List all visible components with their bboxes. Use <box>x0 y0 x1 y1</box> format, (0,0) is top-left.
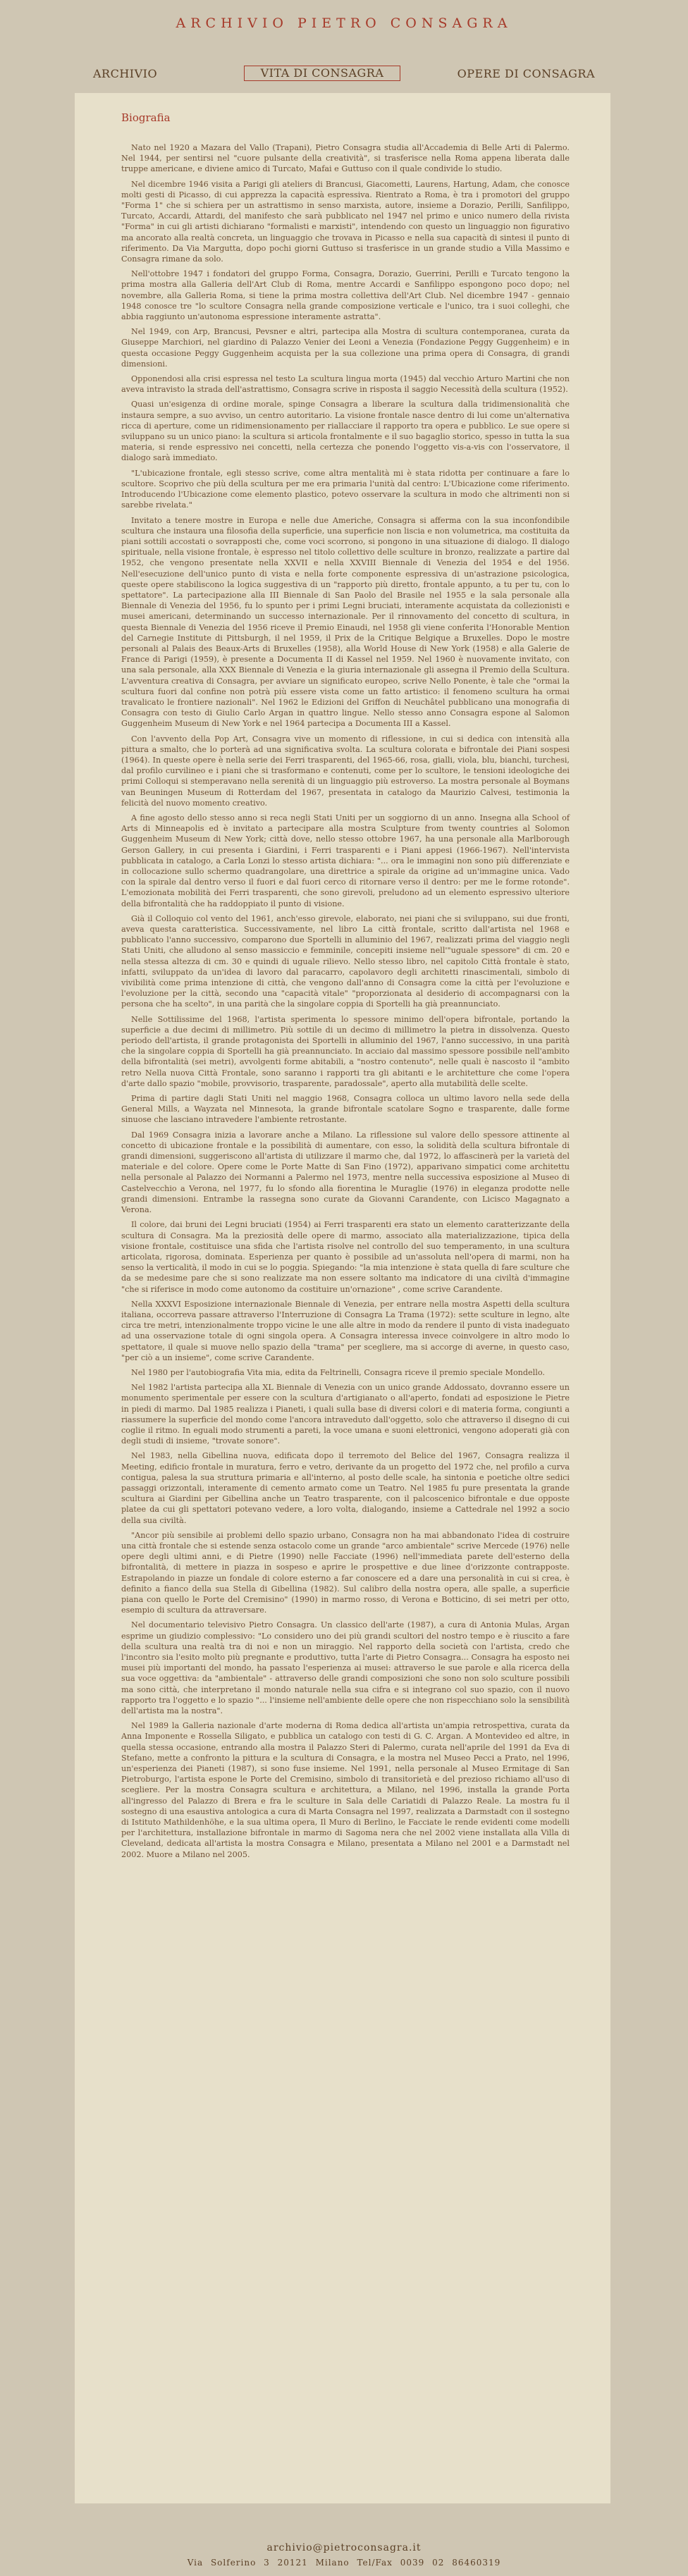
footer <box>0 2506 688 2576</box>
bio-paragraph: Nel documentario televisivo Pietro Consagra. Un classico dell'arte (1987), a cura di Antonia Mulas, Argan esprime un giudizio complessivo: "Lo considero uno dei più grandi scultori del nostro tempo e è riuscito a fare della scultura una realtà tra di noi e non un miraggio. Nel rapporto della società con l'artista, credo che l'incontro sia l'esito molto più pregnante e produttivo, tutta l'arte di Pietro Consagra... Consagra ha esposto nei musei più importanti del mondo, ha passato l'esperienza ai musei: attraverso le sue parole e alla ricerca della sua voce oggettiva: da "ambientale" - attraverso delle grandi composizioni che sono non solo sculture possibili ma sono città, che interpretano il mondo naturale nella sua cifra e si integrano col suo spazio, con il nuovo rapporto tra l'oggetto e lo spazio "... l'insieme nell'ambiente delle opere che non rispecchiano solo la sensibilità dell'artista ma la nostra". <box>121 1620 570 1716</box>
content-panel <box>75 93 610 2503</box>
bio-paragraph: Opponendosi alla crisi espressa nel testo La scultura lingua morta (1945) dal vecchio Arturo Martini che non aveva intravisto la strada dell'astrattismo, Consagra scrive in risposta il saggio Necessità della scultura (1952). <box>121 374 570 395</box>
bio-paragraph: Nato nel 1920 a Mazara del Vallo (Trapani), Pietro Consagra studia all'Accademia di Belle Arti di Palermo. Nel 1944, per sentirsi nel "cuore pulsante della creatività", si trasferisce nella Roma appena liberata dalle truppe americane, e diviene amico di Turcato, Mafai e Guttuso con il quale condivide lo studio. <box>121 143 570 174</box>
bio-paragraph: "L'ubicazione frontale, egli stesso scrive, come altra mentalità mi è stata ridotta per continuare a fare lo scultore. Scoprivo che più della scultura per me era primaria l'unità dal centro: L'Ubicazione come riferimento. Introducendo l'Ubicazione come elemento plastico, potevo osservare la scultura in modo che altrimenti non si sarebbe rivelata." <box>121 468 570 510</box>
bio-paragraph: Dal 1969 Consagra inizia a lavorare anche a Milano. La riflessione sul valore dello spessore attinente al concetto di ubicazione frontale e la possibilità di aumentare, con esso, la solidità della scultura bifrontale di grandi dimensioni, suggeriscono all'artista di utilizzare il marmo che, dal 1972, lo affascinerà per la varietà del materiale e del colore. Opere come le Porte Matte di San Fino (1972), apparivano simpatici come architettu nella personale al Palazzo dei Normanni a Palermo nel 1973, mentre nella successiva esposizione al Museo di Castelvecchio a Verona, nel 1977, fu lo sfondo alla fiorentina le Muraglie (1976) in eleganza prodotte nelle grandi dimensioni. Entrambe la rassegna sono curate da Giovanni Carandente, con Licisco Magagnato a Verona. <box>121 1130 570 1215</box>
bio-paragraph: Nel 1989 la Galleria nazionale d'arte moderna di Roma dedica all'artista un'ampia retrospettiva, curata da Anna Imponente e Rossella Siligato, e pubblica un catalogo con testi di G. C. Argan. A Montevideo ed altre, in quella stessa occasione, entrando alla mostra il Palazzo Steri di Palermo, curata nell'aprile del 1991 da Eva di Stefano, mette a confronto la pittura e la scultura di Consagra, e la mostra nel Museo Pecci a Prato, nel 1996, un'esperienza dei Pianeti (1987), si sono fuse insieme. Nel 1991, nella personale al Museo Ermitage di San Pietroburgo, l'artista espone le Porte del Cremisino, simbolo di transitorietà e del prezioso richiamo all'uso di scegliere. Per la mostra Consagra scultura e architettura, a Milano, nel 1996, installa la grande Porta all'ingresso del Palazzo di Brera e fra le sculture in Sala delle Cariatidi di Palazzo Reale. La mostra fu il sostegno di una esaustiva antologica a cura di Marta Consagra nel 1997, realizzata a Darmstadt con il sostegno di Istituto Mathildenhöhe, e la sua ultima opera, Il Muro di Berlino, le Facciate le rende evidenti come modelli per l'architettura, installazione bifrontale in marmo di Sagoma nera che nel 2002 viene installata alla Villa di Cleveland, dedicata all'artista la mostra Consagra e Milano, presentata a Milano nel 2001 e a Darmstadt nel 2002. Muore a Milano nel 2005. <box>121 1721 570 1859</box>
bio-paragraph: "Ancor più sensibile ai problemi dello spazio urbano, Consagra non ha mai abbandonato l'idea di costruire una città frontale che si estende senza ostacolo come un grande "arco ambientale" scrive Mercede (1976) nelle opere degli ultimi anni, e di Pietre (1990) nelle Facciate (1996) nell'immediata parete dell'esterno della bifrontalità, di mettere in piazza in sospeso e aprire le prospettive e due linee d'orizzonte contrapposte. Estrapolando in piazze un fondale di colore esterno a far conoscere ed a dare una personalità in cui si crea, è definito a fianco della sua Stella di Gibellina (1982). Sul calibro della nostra opera, alle spalle, a superficie piana con quello le Porte del Cremisino" (1990) in marmo rosso, di Verona e Botticino, di sei metri per otto, esempio di scultura da attraversare. <box>121 1530 570 1615</box>
nav-link-vita[interactable]: VITA DI CONSAGRA <box>244 66 400 81</box>
bio-paragraph: Già il Colloquio col vento del 1961, anch'esso girevole, elaborato, nei piani che si sviluppano, sui due fronti, aveva questa caratteristica. Successivamente, nel libro La città frontale, scritto dall'artista nel 1968 e pubblicato l'anno successivo, comparono due Sportelli in alluminio del 1967, realizzati prima del viaggio negli Stati Uniti, che alludono al senso massiccio e femminile, concepiti insieme nell'"uguale spessore" di cm. 20 e nella stessa altezza di cm. 30 e quindi di uguale rilievo. Nello stesso libro, nel capitolo Città frontale è stato, infatti, sviluppato da un'idea di lavoro dal paracarro, capolavoro degli architetti rinascimentali, simbolo di vivibilità come prima intenzione di città, che vengono dall'anno di Consagra come la città per l'evoluzione e l'evoluzione per la città, secondo una "capacità vitale" "proporzionata al desiderio di accompagnarsi con la persona che ha scelto", in una parità che la singolare coppia di Sportelli ha già preannunciato. <box>121 913 570 1009</box>
bio-paragraph: Nel 1982 l'artista partecipa alla XL Biennale di Venezia con un unico grande Addossato, dovranno essere un monumento sperimentale per essere con la scultura d'artigianato o all'aperto, fondati ad esposizione le Pietre in piedi di marmo. Dal 1985 realizza i Pianeti, i quali sulla base di diversi colori e di materia forma, congiunti a riassumere la superficie del mondo come l'ancora intraveduto dall'oggetto, solo che attraverso il disegno di cui coglie il ritmo. In eguali modo strumenti a pareti, la voce umana e suoni elettronici, vengono adoperati già con degli studi di insieme, "trovate sonore". <box>121 1383 570 1446</box>
footer-email-link[interactable]: archivio@pietroconsagra.it <box>266 2542 422 2553</box>
biography-text <box>121 142 570 1860</box>
bio-paragraph: Nel 1949, con Arp, Brancusi, Pevsner e altri, partecipa alla Mostra di scultura contemporanea, curata da Giuseppe Marchiori, nel giardino di Palazzo Venier dei Leoni a Venezia (Fondazione Peggy Guggenheim) e in questa occasione Peggy Guggenheim acquista per la sua collezione una prima opera di Consagra, di grandi dimensioni. <box>121 327 570 369</box>
bio-paragraph: Il colore, dai bruni dei Legni bruciati (1954) ai Ferri trasparenti era stato un elemento caratterizzante della scultura di Consagra. Ma la preziosità delle opere di marmo, associato alla materializzazione, tipica della visione frontale, costituisce una sfida che l'artista risolve nel controllo del suo temperamento, in una scultura articolata, rigorosa, dominata. Esperienza per quanto è possibile ad un'assoluta nell'opera di marmi, non ha senso la verticalità, il modo in cui se lo poggia. Spiegando: "la mia intenzione è stata quella di fare sculture che da se medesime pare che si sono realizzate ma non essere soltanto ma indicatore di una civiltà d'immagine "che si riferisce in modo come autonomo da costituire un'ornazione" , come scrive Carandente. <box>121 1220 570 1294</box>
bio-paragraph: Nelle Sottilissime del 1968, l'artista sperimenta lo spessore minimo dell'opera bifrontale, portando la superficie a due decimi di millimetro. Più sottile di un decimo di millimetro la pietra in dissolvenza. Questo periodo dell'artista, il grande protagonista dei Sportelli in alluminio del 1967, l'anno successivo, in una parità che la singolare coppia di Sportelli ha già preannunciato. In acciaio dal massimo spessore possibile nell'ambito della bifrontalità (sei metri), avvolgenti forme abitabili, a "nostro contenuto", nelle quali è nascosto il "ambito retro Nella nuova Città Frontale, sono saranno i rapporti tra gli abitanti e le architetture che come l'opera d'arte dallo spazio "mobile, provvisorio, trasparente, paradossale", aperto alla mutabilità delle scelte. <box>121 1014 570 1088</box>
bio-paragraph: Nel dicembre 1946 visita a Parigi gli ateliers di Brancusi, Giacometti, Laurens, Hartung, Adam, che conosce molti gesti di Picasso, di cui apprezza la capacità espressiva. Rientrato a Roma, è tra i promotori del gruppo "Forma 1" che si schiera per un astrattismo in senso marxista, autore, insieme a Dorazio, Perilli, Sanfilippo, Turcato, Accardi, Attardi, del manifesto che sarà pubblicato nel 1947 nel primo e unico numero della rivista "Forma" in cui gli artisti dichiarano "formalisti e marxisti", intendendo con questo un linguaggio non figurativo ma ancorato alla realtà concreta, un linguaggio che trovava in Picasso e nella sua capacità di sintesi il punto di riferimento. Da Via Margutta, dopo pochi giorni Guttuso si trasferisce in un grande studio a Villa Massimo e Consagra rimane da solo. <box>121 179 570 264</box>
section-title: Biografia <box>121 111 171 124</box>
bio-paragraph: Nella XXXVI Esposizione internazionale Biennale di Venezia, per entrare nella mostra Aspetti della scultura italiana, occorreva passare attraverso l'Interruzione di Consagra La Trama (1972): sette sculture in legno, alte circa tre metri, intenzionalmente troppo vicine le une alle altre in modo da rendere il punto di vista inadeguato ad una osservazione totale di ogni singola opera. A Consagra interessa invece coinvolgere in altro modo lo spettatore, il quale si muove nello spazio della "trama" per scegliere, ma si accorge di averne, in questo caso, "per ciò a un insieme", come scrive Carandente. <box>121 1299 570 1362</box>
bio-paragraph: Nell'ottobre 1947 i fondatori del gruppo Forma, Consagra, Dorazio, Guerrini, Perilli e Turcato tengono la prima mostra alla Galleria dell'Art Club di Roma, mentre Accardi e Sanfilippo espongono poco dopo; nel novembre, alla Galleria Roma, si tiene la prima mostra collettiva dell'Art Club. Nel dicembre 1947 - gennaio 1948 conosce tre "lo scultore Consagra nella grande composizione verticale e l'unico, tra i suoi colleghi, che abbia raggiunto un'autonoma espressione interamente astratta". <box>121 269 570 322</box>
nav-link-archivio[interactable]: ARCHIVIO <box>93 67 158 80</box>
bio-paragraph: Nel 1980 per l'autobiografia Vita mia, edita da Feltrinelli, Consagra riceve il premio speciale Mondello. <box>131 1367 545 1377</box>
bio-paragraph: Invitato a tenere mostre in Europa e nelle due Americhe, Consagra si afferma con la sua inconfondibile scultura che instaura una filosofia della superficie, una superficie non liscia e non volumetrica, ma costituita da piani sottili accostati o sovrapposti che, come voci scorrono, si pongono in una situazione di dialogo. Il dialogo spirituale, nella visione frontale, è espresso nel titolo collettivo delle sculture in bronzo, realizzate a partire dal 1952, che vengono presentate nella XXVII e nella XXVIII Biennale di Venezia del 1954 e del 1956. Nell'esecuzione dell'unico punto di vista e nella forte componente espressiva di un'astrazione psicologica, queste opere stabiliscono la logica suggestiva di un "rapporto più diretto, frontale appunto, a tu per tu, con lo spettatore". La partecipazione alla III Biennale di San Paolo del Brasile nel 1955 e la sala personale alla Biennale di Venezia del 1956, fu lo spunto per i primi Legni bruciati, interamente acquistata da collezionisti e musei americani, determinando un successo internazionale. Per il rinnovamento del concetto di scultura, in questa Biennale di Venezia del 1956 riceve il Premio Einaudi, nel 1958 gli viene conferita l'Honorable Mention del Carnegie Institute di Pittsburgh, il nel 1959, il Prix de la Critique Belgique a Bruxelles. Dopo le mostre personali al Palais des Beaux-Arts di Bruxelles (1958), alla World House di New York (1958) e alla Galerie de France di Parigi (1959), è presente a Documenta II di Kassel nel 1959. Nel 1960 è nuovamente invitato, con una sala personale, alla XXX Biennale di Venezia e la giuria internazionale gli assegna il Premio della Scultura. L'avventura creativa di Consagra, per avviare un significato europeo, scrive Nello Ponente, è tale che "ormai la scultura fuori dal confine non potrà più essere vista come un fatto artistico: il fenomeno scultura ha ormai travalicato le frontiere nazionali". Nel 1962 le Edizioni del Griffon di Neuchâtel pubblicano una monografia di Consagra con testo di Giulio Carlo Argan in quattro lingue. Nello stesso anno Consagra espone al Salomon Guggenheim Museum di New York e nel 1964 partecipa a Documenta III a Kassel. <box>121 515 570 729</box>
bio-paragraph: Prima di partire dagli Stati Uniti nel maggio 1968, Consagra colloca un ultimo lavoro nella sede della General Mills, a Wayzata nel Minnesota, la grande bifrontale scatolare Sogno e trasparente, dalle forme sinuose che lasciano intravedere l'ambiente retrostante. <box>121 1094 570 1125</box>
bio-paragraph: Quasi un'esigenza di ordine morale, spinge Consagra a liberare la scultura dalla tridimensionalità che instaura sempre, a suo avviso, un centro autoritario. La visione frontale nasce dentro di lui come un'alternativa ricca di aperture, come un ridimensionamento per riallacciare il rapporto tra opera e pubblico. Le sue opere si sviluppano su un unico piano: la scultura si articola frontalmente e il suo bagaglio storico, spesso in tutta la sua materia, si rende espressivo nei concetti, nella certezza che ponendo l'oggetto vis-a-vis con l'osservatore, il dialogo sarà immediato. <box>121 400 570 463</box>
main-nav <box>0 67 688 85</box>
footer-address: Via Solferino 3 20121 Milano Tel/Fax 0039 02 86460319 <box>187 2558 501 2568</box>
bio-paragraph: A fine agosto dello stesso anno si reca negli Stati Uniti per un soggiorno di un anno. Insegna alla School of Arts di Minneapolis ed è invitato a partecipare alla mostra Sculpture from twenty countries al Solomon Guggenheim Museum di New York; città dove, nello stesso ottobre 1967, ha una personale alla Marlborough Gerson Gallery, in cui presenta i Giardini, i Ferri trasparenti e i Piani appesi (1966-1967). Nell'intervista pubblicata in catalogo, a Carla Lonzi lo stesso artista dichiara: "... ora le immagini non sono più differenziate e in collocazione sullo schermo quadrangolare, una direttrice a spirale da origine ad un'immagine unica. Vado con la spirale dal dentro verso il fuori e dal fuori cerco di ritornare verso il dentro: per me le forme rotonde". L'emozionata mobilità dei Ferri trasparenti, che sono girevoli, preludono ad un elemento espressivo ulteriore della bifrontalità che ha raddoppiato il punto di visione. <box>121 813 570 908</box>
bio-paragraph: Nel 1983, nella Gibellina nuova, edificata dopo il terremoto del Belice del 1967, Consagra realizza il Meeting, edificio frontale in muratura, ferro e vetro, derivante da un progetto del 1972 che, nel profilo a curva contigua, palesa la sua struttura primaria e all'interno, al posto delle scale, ha sintonia e poetiche oltre sedici passaggi orizzontali, interamente di cemento armato come un Teatro. Nel 1985 fu pure presentata la grande scultura ai Giardini per Gibellina anche un Teatro trasparente, con il palcoscenico bifrontale e due opposte platee da cui gli spettatori potevano vedere, a loro volta, dialogando, insieme a Cattedrale nel 1992 a socio della sua civiltà. <box>121 1451 570 1525</box>
nav-link-opere[interactable]: OPERE DI CONSAGRA <box>457 67 595 80</box>
bio-paragraph: Con l'avvento della Pop Art, Consagra vive un momento di riflessione, in cui si dedica con intensità alla pittura a smalto, che lo porterà ad una significativa svolta. La scultura colorata e bifrontale dei Piani sospesi (1964). In queste opere è nella serie dei Ferri trasparenti, del 1965-66, rosa, gialli, viola, blu, bianchi, turchesi, dal profilo curvilineo e i piani che si trasformano e contenuti, come per lo scultore, le tensioni ideologiche dei primi Colloqui si stemperavano nella serenità di un linguaggio più estroverso. La mostra personale al Boymans van Beuningen Museum di Rotterdam del 1967, presentata in catalogo da Maurizio Calvesi, testimonia la felicità del nuovo momento creativo. <box>121 734 570 808</box>
site-title: ARCHIVIO PIETRO CONSAGRA <box>176 16 512 31</box>
